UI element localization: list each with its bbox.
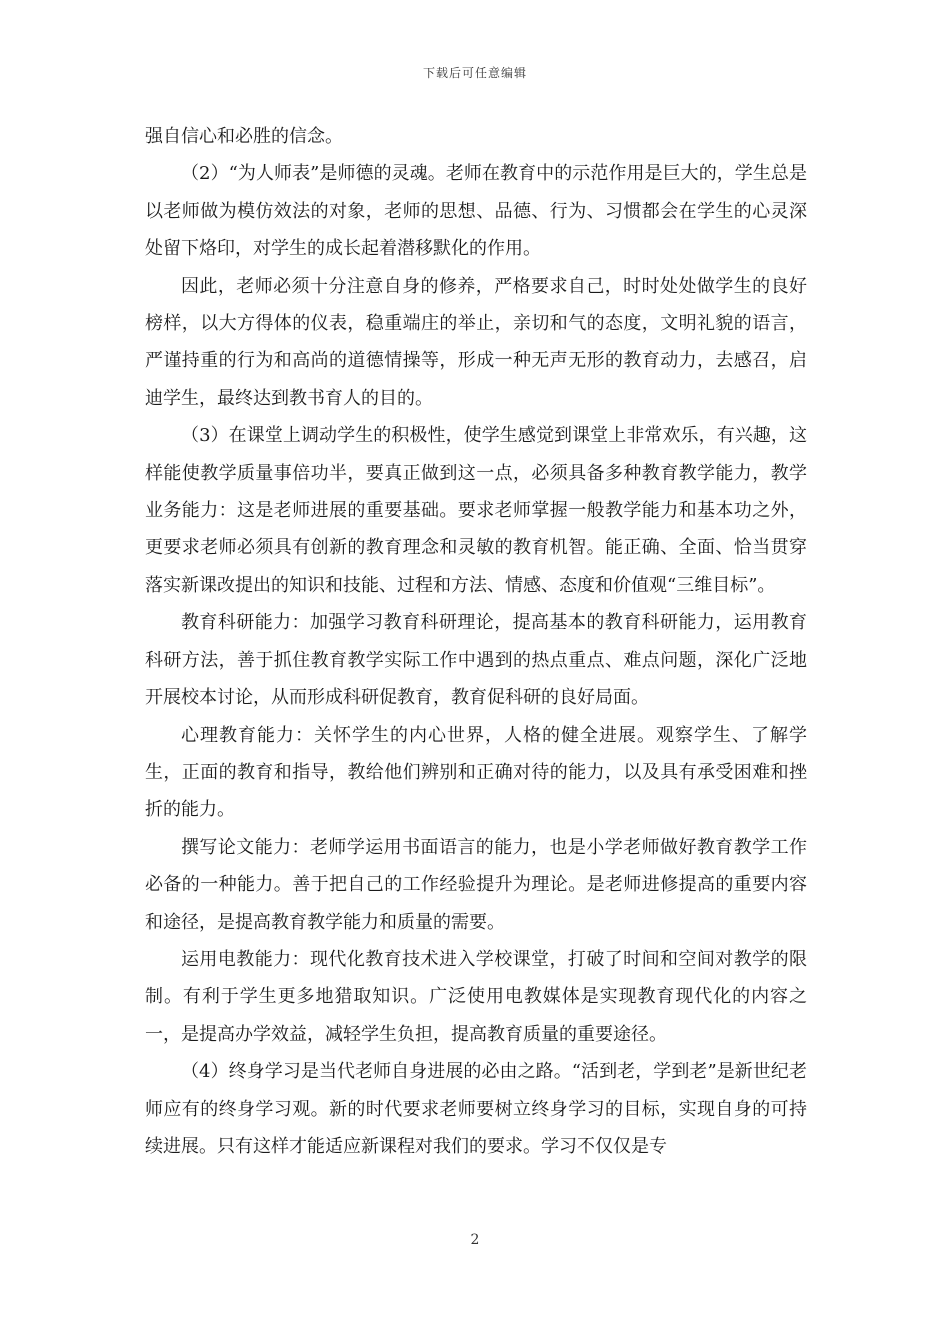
paragraph: 教育科研能力：加强学习教育科研理论，提高基本的教育科研能力，运用教育科研方法，善于抓住教育教学实际工作中遇到的热点重点、难点问题，深化广泛地开展校本讨论，从而形成科研促教育，教育促科研的良好局面。	[145, 612, 807, 709]
paragraph: 因此，老师必须十分注意自身的修养，严格要求自己，时时处处做学生的良好榜样，以大方得体的仪表，稳重端庄的举止，亲切和气的态度，文明礼貌的语言，严谨持重的行为和高尚的道德情操等，形成一种无声无形的教育动力，去感召，启迪学生，最终达到教书育人的目的。	[145, 275, 807, 409]
paragraph: 强自信心和必胜的信念。	[145, 126, 343, 147]
paragraph: 运用电教能力：现代化教育技术进入学校课堂，打破了时间和空间对教学的限制。有利于学生更多地猎取知识。广泛使用电教媒体是实现教育现代化的内容之一，是提高办学效益，减轻学生负担，提高教育质量的重要途径。	[145, 948, 807, 1045]
paragraph: （4）终身学习是当代老师自身进展的必由之路。“活到老，学到老”是新世纪老师应有的终身学习观。新的时代要求老师要树立终身学习的目标，实现自身的可持续进展。只有这样才能适应新课程对我们的要求。学习不仅仅是专	[145, 1061, 807, 1157]
document-body	[145, 118, 807, 1165]
paragraph: （3）在课堂上调动学生的积极性，使学生感觉到课堂上非常欢乐，有兴趣，这样能使教学质量事倍功半，要真正做到这一点，必须具备多种教育教学能力，教学业务能力：这是老师进展的重要基础。要求老师掌握一般教学能力和基本功之外，更要求老师必须具有创新的教育理念和灵敏的教育机智。能正确、全面、恰当贯穿落实新课改提出的知识和技能、过程和方法、情感、态度和价值观“三维目标”。	[145, 425, 807, 596]
paragraph: （2）“为人师表”是师德的灵魂。老师在教育中的示范作用是巨大的，学生总是以老师做为模仿效法的对象，老师的思想、品德、行为、习惯都会在学生的心灵深处留下烙印，对学生的成长起着潜移默化的作用。	[145, 163, 807, 260]
page-number: 2	[470, 1232, 480, 1248]
paragraph: 心理教育能力：关怀学生的内心世界，人格的健全进展。观察学生、了解学生，正面的教育和指导，教给他们辨别和正确对待的能力，以及具有承受困难和挫折的能力。	[145, 724, 807, 821]
paragraph: 撰写论文能力：老师学运用书面语言的能力，也是小学老师做好教育教学工作必备的一种能力。善于把自己的工作经验提升为理论。是老师进修提高的重要内容和途径，是提高教育教学能力和质量的需要。	[145, 836, 807, 933]
page-header: 下载后可任意编辑	[422, 66, 527, 80]
